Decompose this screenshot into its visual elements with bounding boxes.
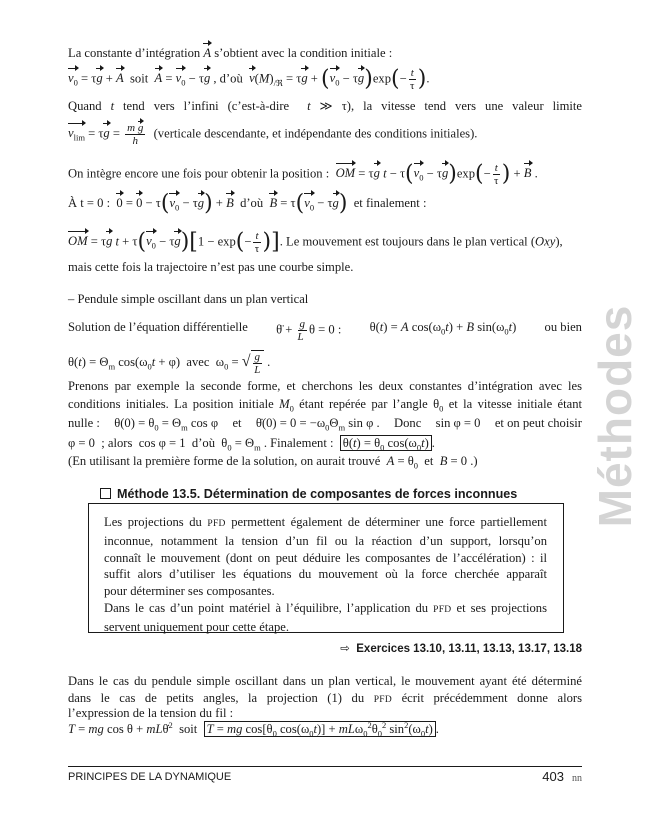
equation-om-final: OM = τg $t + \tau(v_0 - \tau g)[1 - \exp(-$ $\frac{t}{\tau}$ )]. Le mouvement est toujours dans le plan vertical (Oxy), [68, 229, 563, 255]
quand-line: Quand t tend vers l’infini (c’est-à-dire t ≫ τ), la vitesse tend vers une valeur limite [68, 99, 582, 113]
method-line: pour déterminer ses composantes. [104, 584, 275, 599]
method-line: suffit alors d’utiliser les équations du mouvement où la force cherchée apparaît [104, 567, 547, 582]
method-line: Dans le cas d’un point matériel à l’équilibre, l’application du PFD et ses projections [104, 600, 547, 615]
method-title: Méthode 13.5. Détermination de composantes de forces inconnues [100, 487, 517, 501]
equation-t0: À t = 0 : $0 = 0 - \tau(v_0 - \tau g) + B$ d’où $B = \tau(v_0 - \tau g)$ et finalement : [68, 191, 427, 217]
equation-vlim: $v_{lim} = \tau g$ = $\frac{\text{m g}}{h}$ (verticale descendante, et indépendante des conditions initiales). [68, 122, 478, 147]
method-line: Les projections du PFD permettent également de déterminer une force partiellement [104, 515, 547, 529]
pendule-para-line1: Dans le cas du pendule simple oscillant dans un plan vertical, le mouvement ayant été déterminé [68, 674, 582, 688]
prenons-line1: Prenons par exemple la seconde forme, et cherchons les deux constantes d’intégration avec les [68, 379, 582, 393]
footer-rule [68, 766, 582, 767]
method-text [104, 514, 547, 636]
equation-solution: Solution de l’équation différentielle θ̈ + $\frac{g}{L}$ θ = 0 : θ(t) = A $\cos(\omega_0t) + B$ $\sin(\omega_0t)$ ou bien [68, 318, 582, 343]
footer-chapter: PRINCIPES DE LA DYNAMIQUE [68, 771, 232, 783]
prenons-line2: conditions initiales. La position initiale $M_0$ étant repérée par l’angle $\theta_0$ et la vitesse initiale étant [68, 397, 582, 414]
sidebar-methodes: Méthodes [589, 304, 641, 528]
equation-theta: $\theta(t) = \Theta_m$ $\cos(\omega_0t + \varphi)$ avec $\omega_0$ = √ $\frac{g}{L}$ . [68, 351, 271, 376]
pendule-para-line3: l’expression de la tension du fil : [68, 706, 234, 720]
pendule-item: – Pendule simple oscillant dans un plan vertical [68, 292, 309, 306]
method-line: servent uniquement pour cette étape. [104, 619, 289, 634]
footer-page-number: 403 nn [542, 769, 582, 784]
exercises-ref: ⇨ Exercices 13.10, 13.11, 13.13, 13.17, 13.18 [340, 643, 582, 655]
equation-tension: T = mg cos θ + mLθ̇$^2$ soit T = mg $\cos[\theta_0$ $\cos(\omega_0t)] + mL\omega_0^2\theta_0^2$ $\sin^2(\omega_0t)$ . [68, 719, 439, 739]
checkbox-icon [100, 488, 111, 499]
trajectoire-line: mais cette fois la trajectoire n’est pas une courbe simple. [68, 260, 354, 274]
method-line: connaît le mouvement (dont on peut déduire les composantes de l’accélération) : il [104, 550, 547, 565]
pendule-para-line2: dans le cas de petits angles, la projection (1) du PFD écrit précédemment donne alors [68, 691, 582, 705]
equation-initial-condition: $v_0 = \tau g + A$ soit $A = v_0 - \tau g$ , d’où $v(M)_{/ℜ} = \tau g + (v_0 - \tau g)\exp(-$ $\frac{t}{\tau}$ ). [68, 66, 430, 92]
equation-phi: φ = 0 ; alors cos φ = 1 d’où $\theta_0 = \Theta_m$ . Finalement : $\theta(t) = \theta_0$ $\cos(\omega_0t)$ . [68, 436, 435, 453]
method-line: inconnue, notamment la tension d’un fil ou la réaction d’un support, lorsqu’on [104, 533, 547, 548]
equation-position: On intègre encore une fois pour obtenir la position : OM = τg $t - \tau(v_0 - \tau g)\exp(-$ $\frac{t}{\tau}$ ) + B . [68, 161, 538, 187]
arrow-right-icon: ⇨ [340, 643, 350, 655]
equation-premiere-forme: (En utilisant la première forme de la solution, on aurait trouvé $A = \theta_0$ et B = 0 .) [68, 454, 478, 471]
intro-line: La constante d’intégration A s’obtient avec la condition initiale : [68, 46, 393, 60]
equation-nulle: nulle : $\theta(0) = \theta_0 = \Theta_m$ cos φ et θ̇(0) = $0 = -\omega_0\Theta_m$ sin φ . Donc sin φ = 0 et on peut choisir [68, 416, 582, 433]
